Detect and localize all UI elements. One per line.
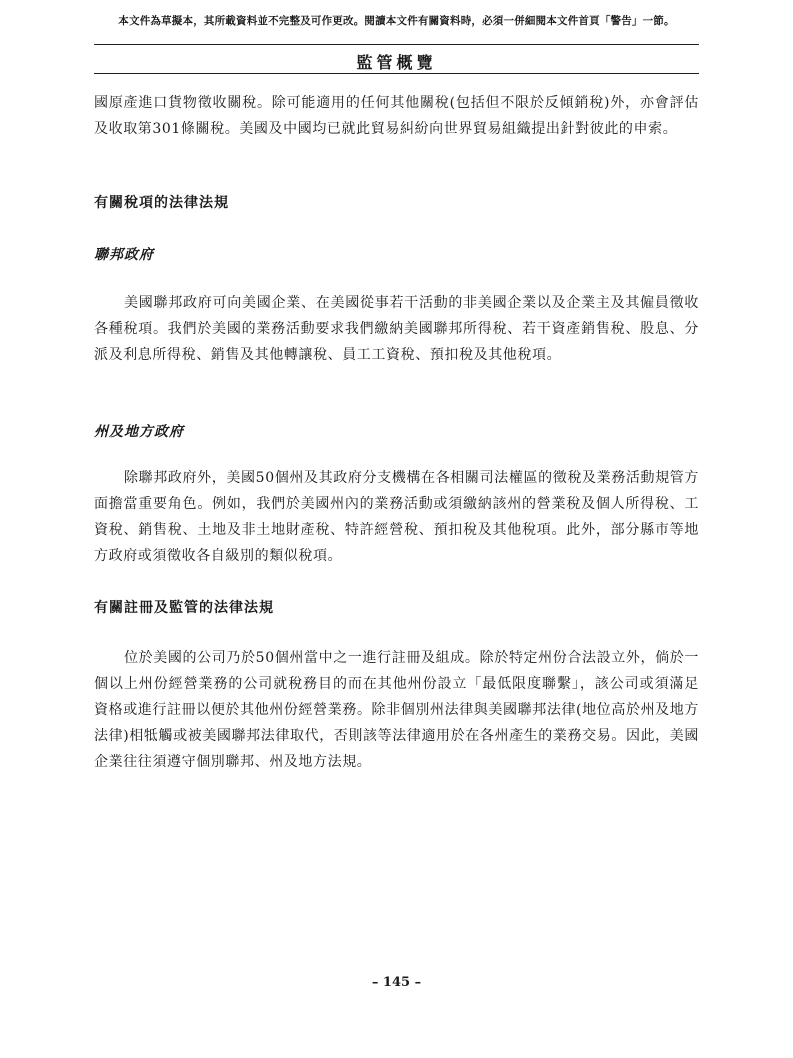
- draft-warning: 本文件為草擬本，其所載資料並不完整及可作更改。閱讀本文件有關資料時，必須一併細閱本文件首頁「警告」一節。: [118, 15, 675, 27]
- tax-heading: 有關稅項的法律法規: [94, 195, 229, 211]
- registration-heading: 有關註冊及監管的法律法規: [94, 600, 274, 616]
- page-number: – 145 –: [371, 975, 422, 990]
- federal-paragraph: 美國聯邦政府可向美國企業、在美國從事若干活動的非美國企業以及企業主及其僱員徵收各種稅項。我們於美國的業務活動要求我們繳納美國聯邦所得稅、若干資產銷售稅、股息、分派及利息所得稅、銷售及其他轉讓稅、員工工資稅、預扣稅及其他稅項。: [94, 295, 699, 363]
- intro-paragraph: 國原產進口貨物徵收關稅。除可能適用的任何其他關稅(包括但不限於反傾銷稅)外，亦會評估及收取第301條關稅。美國及中國均已就此貿易糾紛向世界貿易組織提出針對彼此的申索。: [94, 95, 699, 137]
- header-rule-top: [94, 44, 699, 45]
- section-title: 監管概覽: [356, 53, 437, 72]
- document-page: [94, 0, 699, 1058]
- state-subheading: 州及地方政府: [94, 424, 184, 440]
- federal-subheading: 聯邦政府: [94, 247, 154, 263]
- state-paragraph: 除聯邦政府外，美國50個州及其政府分支機構在各相關司法權區的徵稅及業務活動規管方面擔當重要角色。例如，我們於美國州內的業務活動或須繳納該州的營業稅及個人所得稅、工資稅、銷售稅、土地及非土地財產稅、特許經營稅、預扣稅及其他稅項。此外，部分縣市等地方政府或須徵收各自級別的類似稅項。: [94, 470, 699, 564]
- header-rule-bottom: [94, 73, 699, 74]
- registration-paragraph: 位於美國的公司乃於50個州當中之一進行註冊及組成。除於特定州份合法設立外，倘於一個以上州份經營業務的公司就稅務目的而在其他州份設立「最低限度聯繫」，該公司或須滿足資格或進行註冊以便於其他州份經營業務。除非個別州法律與美國聯邦法律(地位高於州及地方法律)相牴觸或被美國聯邦法律取代，否則該等法律適用於在各州產生的業務交易。因此，美國企業往往須遵守個別聯邦、州及地方法規。: [94, 650, 699, 770]
